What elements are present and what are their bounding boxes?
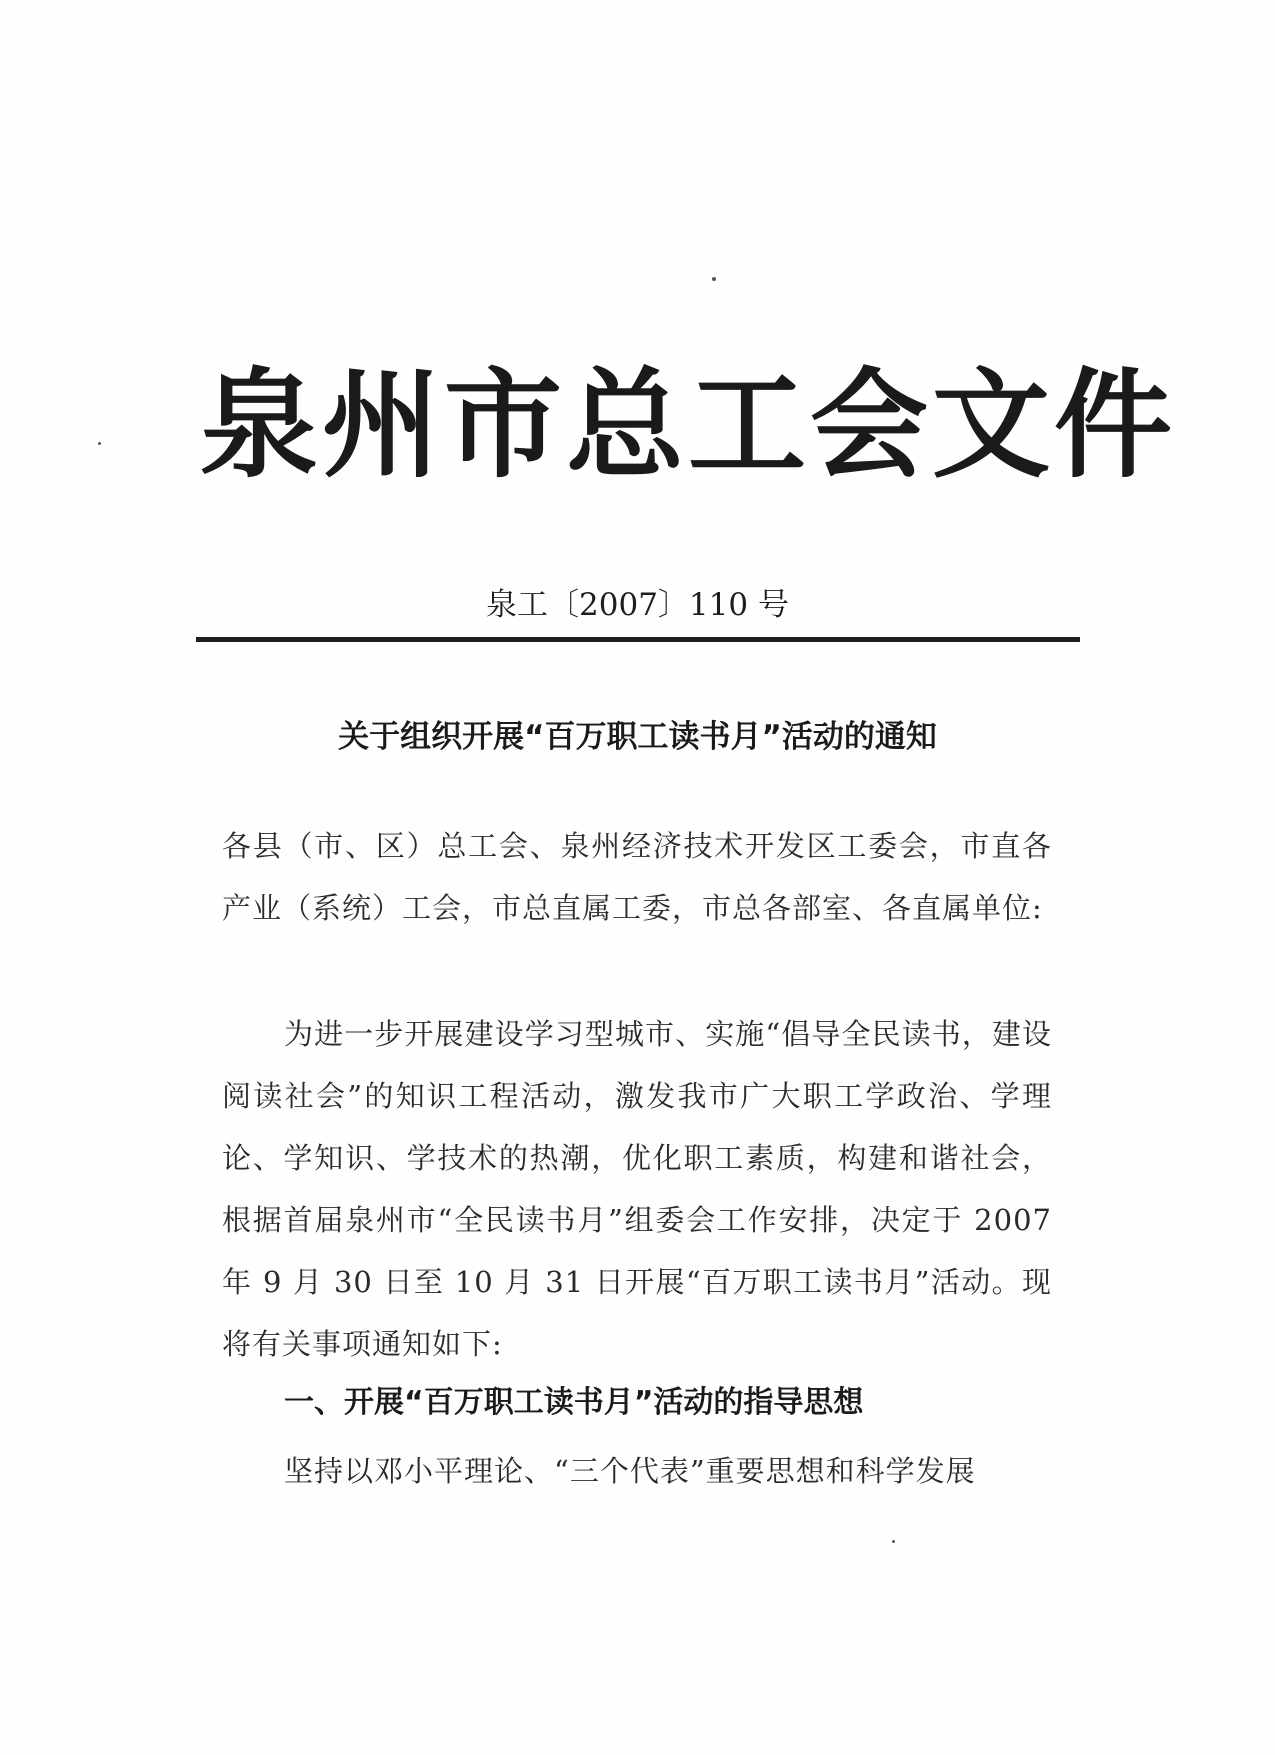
section-heading-guiding-principles: 一、开展“百万职工读书月”活动的指导思想 [284, 1385, 864, 1420]
issuing-organization-title: 泉州市总工会文件 [200, 355, 1177, 494]
scan-speck [98, 442, 101, 445]
body-paragraph-intro: 为进一步开展建设学习型城市、实施“倡导全民读书，建设阅读社会”的知识工程活动，激发我市广大职工学政治、学理论、学知识、学技术的热潮，优化职工素质，构建和谐社会，根据首届泉州市“全民读书月”组委会工作安排，决定于 2007 年 9 月 30 日至 10 月 31 日开展“百万职工读书月”活动。现将有关事项通知如下: [222, 1017, 1052, 1361]
addressee-paragraph: 各县（市、区）总工会、泉州经济技术开发区工委会，市直各产业（系统）工会，市总直属工委，市总各部室、各直属单位: [222, 829, 1052, 925]
header-divider-rule [196, 637, 1080, 642]
body-paragraph-principles: 坚持以邓小平理论、“三个代表”重要思想和科学发展 [284, 1454, 976, 1488]
scan-speck [892, 1540, 895, 1543]
notice-title: 关于组织开展“百万职工读书月”活动的通知 [338, 719, 937, 755]
scan-speck [712, 277, 716, 281]
document-number: 泉工〔2007〕110 号 [486, 587, 789, 623]
